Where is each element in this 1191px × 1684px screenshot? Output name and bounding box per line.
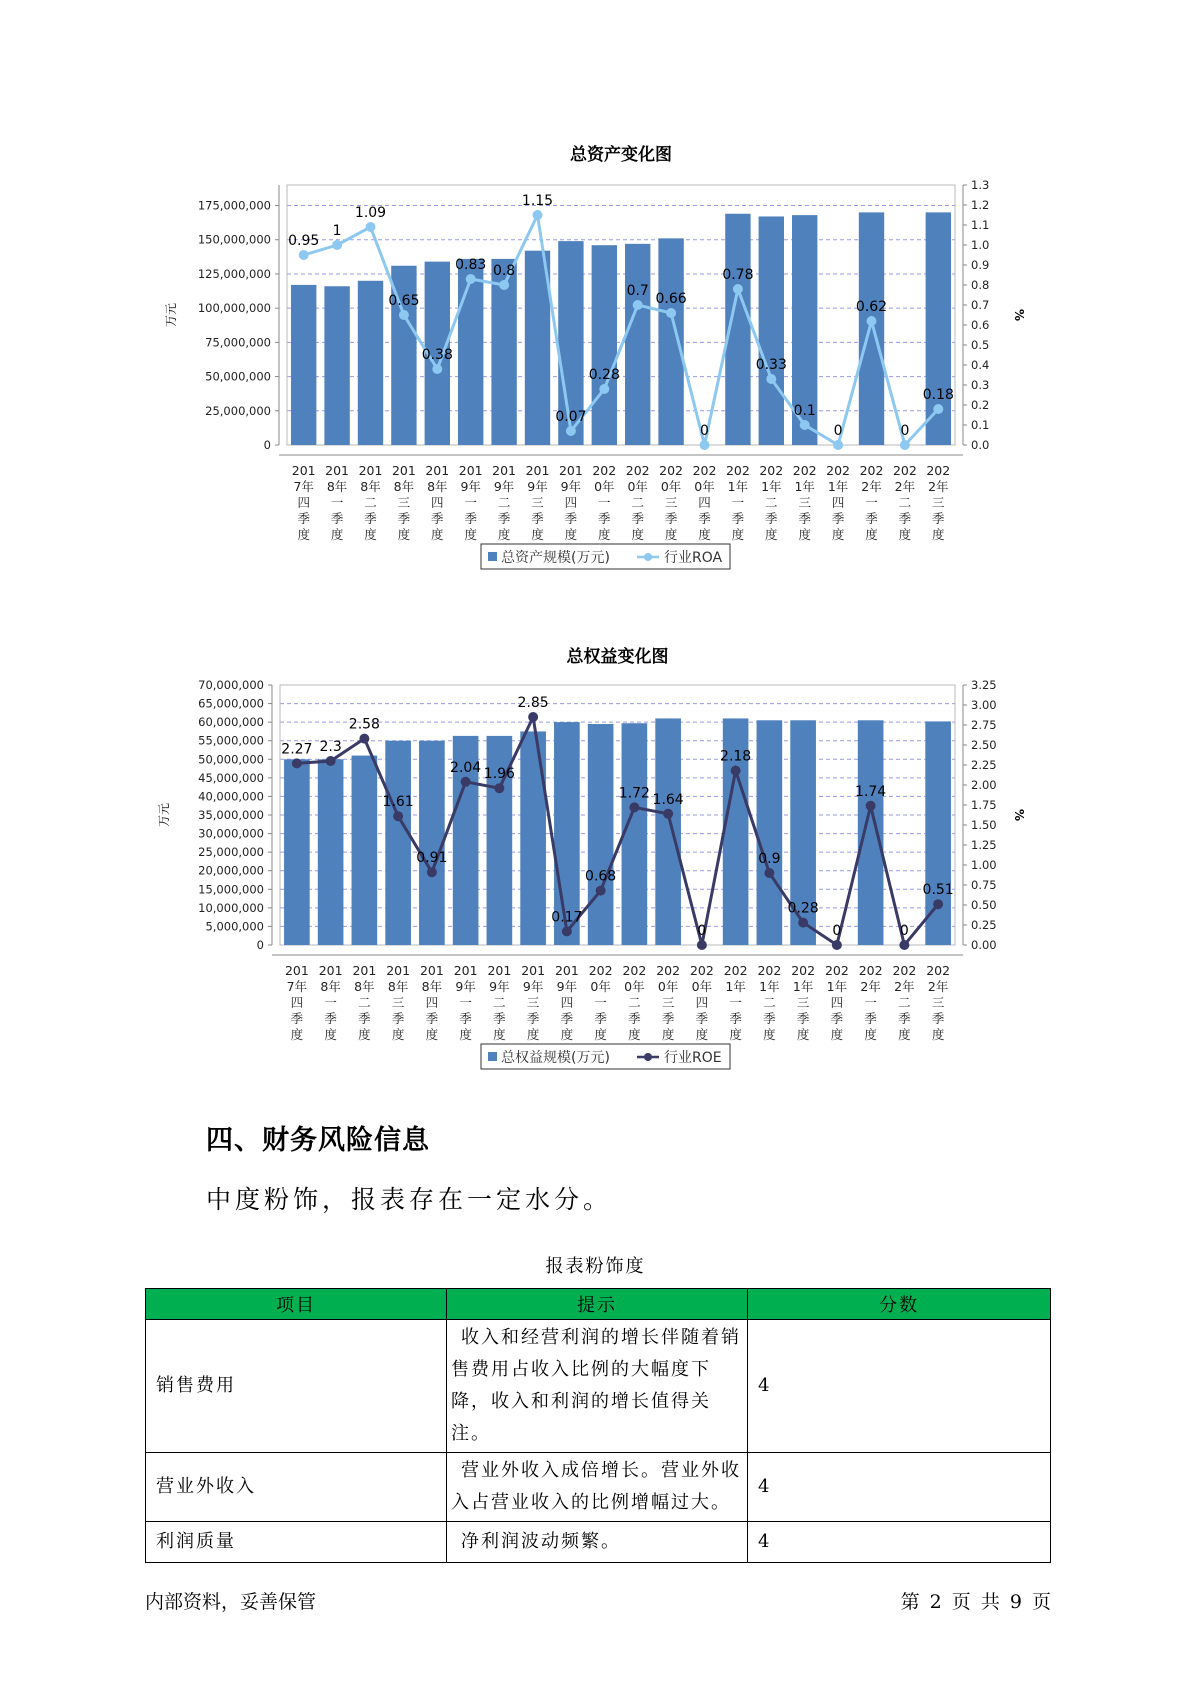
bar bbox=[622, 723, 648, 945]
data-label: 1.61 bbox=[382, 794, 414, 811]
right-axis-tick-label: 0.5 bbox=[971, 338, 990, 352]
data-label: 1.09 bbox=[354, 205, 387, 221]
line-point bbox=[432, 364, 442, 374]
category-label: 202 1年四季度 bbox=[826, 463, 851, 542]
category-label: 201 8年一季度 bbox=[325, 463, 350, 542]
data-label: 0 bbox=[700, 423, 709, 439]
bar bbox=[588, 724, 614, 945]
line-point bbox=[299, 250, 309, 260]
right-axis-tick-label: 2.25 bbox=[971, 758, 997, 772]
data-label: 0.1 bbox=[793, 403, 816, 419]
line-point bbox=[900, 440, 910, 450]
line-point bbox=[494, 783, 504, 793]
line-point bbox=[599, 384, 609, 394]
category-label: 202 0年四季度 bbox=[689, 963, 714, 1042]
left-axis-tick-label: 5,000,000 bbox=[205, 919, 264, 934]
right-axis-tick-label: 0.1 bbox=[971, 418, 990, 432]
line-point bbox=[798, 918, 808, 928]
right-axis-label: % bbox=[1012, 808, 1026, 822]
line-point bbox=[366, 222, 376, 232]
legend-bar-label: 总资产规模(万元) bbox=[501, 550, 610, 566]
line-point bbox=[629, 802, 639, 812]
legend-line-marker bbox=[644, 553, 652, 561]
left-axis-tick-label: 60,000,000 bbox=[198, 715, 264, 730]
line-point bbox=[899, 940, 909, 950]
data-label: 0.28 bbox=[588, 367, 620, 383]
right-axis-tick-label: 0.4 bbox=[971, 358, 990, 372]
left-axis-tick-label: 65,000,000 bbox=[198, 696, 264, 711]
category-label: 202 1年二季度 bbox=[757, 963, 782, 1042]
data-label: 2.58 bbox=[348, 716, 380, 733]
left-axis-tick-label: 25,000,000 bbox=[205, 403, 271, 418]
line-point bbox=[461, 777, 471, 787]
left-axis-tick-label: 40,000,000 bbox=[198, 789, 264, 804]
category-label: 202 2年二季度 bbox=[892, 963, 917, 1042]
line-point bbox=[292, 758, 302, 768]
data-label: 1 bbox=[332, 223, 342, 239]
bar bbox=[358, 281, 383, 445]
line-point bbox=[528, 712, 538, 722]
line-point bbox=[499, 280, 509, 290]
category-label: 202 1年三季度 bbox=[792, 463, 817, 542]
data-label: 0.51 bbox=[922, 882, 954, 899]
row-hint: 营业外收入成倍增长。营业外收入占营业收入的比例增幅过大。 bbox=[447, 1453, 748, 1522]
data-label: 0 bbox=[832, 923, 842, 939]
category-label: 202 1年二季度 bbox=[759, 463, 784, 542]
bar bbox=[655, 718, 681, 945]
right-axis-tick-label: 2.75 bbox=[971, 718, 997, 732]
line-point bbox=[933, 899, 943, 909]
left-axis-tick-label: 50,000,000 bbox=[205, 369, 271, 384]
right-axis-tick-label: 0.0 bbox=[971, 438, 990, 452]
left-axis-tick-label: 100,000,000 bbox=[197, 301, 271, 316]
category-label: 202 1年三季度 bbox=[791, 963, 816, 1042]
category-label: 201 9年三季度 bbox=[521, 963, 546, 1042]
line-point bbox=[731, 766, 741, 776]
line-point bbox=[800, 420, 810, 430]
right-axis-tick-label: 1.00 bbox=[971, 858, 997, 872]
line-point bbox=[359, 734, 369, 744]
left-axis-tick-label: 70,000,000 bbox=[198, 678, 264, 692]
right-axis-tick-label: 1.25 bbox=[971, 838, 997, 852]
bar bbox=[858, 720, 884, 945]
data-label: 0.38 bbox=[421, 347, 453, 363]
bar bbox=[625, 244, 650, 445]
category-label: 201 9年四季度 bbox=[554, 963, 579, 1042]
line-point bbox=[933, 404, 943, 414]
left-axis-tick-label: 150,000,000 bbox=[197, 232, 271, 247]
left-axis-tick-label: 35,000,000 bbox=[198, 808, 264, 822]
data-label: 0.62 bbox=[855, 299, 888, 315]
right-axis-tick-label: 1.2 bbox=[971, 198, 990, 212]
category-label: 201 8年三季度 bbox=[391, 463, 416, 542]
data-label: 2.27 bbox=[281, 741, 313, 758]
category-label: 201 8年二季度 bbox=[358, 463, 383, 542]
line-point bbox=[697, 940, 707, 950]
data-label: 0.07 bbox=[555, 409, 587, 425]
plot-area bbox=[287, 185, 955, 445]
chart-title: 总资产变化图 bbox=[570, 145, 672, 165]
bar bbox=[592, 245, 617, 445]
data-label: 2.18 bbox=[720, 748, 752, 765]
table-row bbox=[146, 1320, 1051, 1453]
line-point bbox=[764, 868, 774, 878]
line-point bbox=[832, 940, 842, 950]
footer-page-number: 第 2 页 共 9 页 bbox=[900, 1591, 1051, 1613]
line-point bbox=[766, 374, 776, 384]
right-axis-tick-label: 1.0 bbox=[971, 238, 990, 252]
data-label: 0.78 bbox=[722, 267, 754, 283]
risk-summary: 中度粉饰，报表存在一定水分。 bbox=[206, 1185, 613, 1214]
legend-bar-swatch bbox=[488, 1052, 497, 1061]
category-label: 202 0年二季度 bbox=[625, 463, 650, 542]
category-label: 202 0年一季度 bbox=[592, 463, 617, 542]
row-item: 营业外收入 bbox=[146, 1453, 447, 1522]
category-label: 202 2年三季度 bbox=[926, 463, 951, 542]
table-row bbox=[146, 1453, 1051, 1522]
data-label: 0.66 bbox=[655, 291, 687, 307]
category-label: 201 9年四季度 bbox=[558, 463, 583, 542]
section-heading: 四、财务风险信息 bbox=[206, 1125, 430, 1156]
total-assets-chart-svg bbox=[0, 140, 1191, 600]
right-axis-tick-label: 1.1 bbox=[971, 218, 990, 232]
header-hint: 提示 bbox=[447, 1289, 748, 1320]
bar bbox=[419, 741, 445, 945]
category-label: 202 0年一季度 bbox=[588, 963, 613, 1042]
right-axis-tick-label: 0.25 bbox=[971, 918, 997, 932]
category-label: 201 8年三季度 bbox=[386, 963, 411, 1042]
data-label: 0 bbox=[833, 423, 843, 439]
risk-table bbox=[145, 1288, 1051, 1563]
right-axis-label: % bbox=[1012, 308, 1026, 322]
bar bbox=[859, 212, 884, 445]
line-point bbox=[332, 240, 342, 250]
right-axis-tick-label: 0.3 bbox=[971, 378, 990, 392]
data-label: 0.65 bbox=[388, 293, 420, 309]
line-point bbox=[393, 811, 403, 821]
category-label: 201 9年二季度 bbox=[487, 963, 512, 1042]
data-label: 0.17 bbox=[551, 909, 583, 926]
legend-line-marker bbox=[644, 1053, 652, 1061]
line-point bbox=[733, 284, 743, 294]
data-label: 0.83 bbox=[455, 257, 487, 273]
bar bbox=[324, 286, 349, 445]
line-point bbox=[326, 756, 336, 766]
data-label: 1.74 bbox=[855, 783, 887, 800]
category-label: 202 2年一季度 bbox=[858, 963, 883, 1042]
data-label: 0.68 bbox=[585, 868, 617, 885]
right-axis-tick-label: 1.3 bbox=[971, 178, 990, 192]
category-label: 202 0年四季度 bbox=[692, 463, 717, 542]
category-label: 201 9年二季度 bbox=[492, 463, 517, 542]
bar bbox=[385, 741, 411, 945]
total-equity-chart bbox=[0, 640, 1191, 1100]
left-axis-tick-label: 0 bbox=[263, 438, 271, 452]
category-label: 202 2年三季度 bbox=[926, 963, 951, 1042]
left-axis-label: 万元 bbox=[164, 302, 178, 328]
line-point bbox=[596, 886, 606, 896]
right-axis-tick-label: 0.50 bbox=[971, 898, 997, 912]
bar bbox=[658, 238, 683, 445]
right-axis-tick-label: 1.75 bbox=[971, 798, 997, 812]
bar bbox=[757, 720, 783, 945]
row-score: 4 bbox=[748, 1453, 1051, 1522]
line-point bbox=[399, 310, 409, 320]
data-label: 2.04 bbox=[450, 759, 482, 776]
bar bbox=[520, 731, 546, 945]
total-assets-chart bbox=[0, 140, 1191, 600]
right-axis-tick-label: 3.00 bbox=[971, 698, 997, 712]
line-point bbox=[700, 440, 710, 450]
left-axis-tick-label: 125,000,000 bbox=[197, 266, 271, 281]
right-axis-tick-label: 0.2 bbox=[971, 398, 990, 412]
data-label: 1.15 bbox=[521, 193, 554, 209]
category-label: 202 2年一季度 bbox=[859, 463, 884, 542]
bar bbox=[318, 759, 344, 945]
data-label: 0.7 bbox=[626, 283, 649, 299]
left-axis-tick-label: 75,000,000 bbox=[205, 335, 271, 350]
data-label: 0 bbox=[900, 423, 910, 439]
header-item: 项目 bbox=[146, 1289, 447, 1320]
left-axis-tick-label: 55,000,000 bbox=[198, 733, 264, 748]
data-label: 2.3 bbox=[319, 739, 342, 755]
right-axis-tick-label: 0.8 bbox=[971, 278, 990, 292]
data-label: 0.18 bbox=[922, 387, 954, 403]
chart-title: 总权益变化图 bbox=[566, 647, 669, 667]
line-point bbox=[466, 274, 476, 284]
category-label: 202 1年一季度 bbox=[723, 963, 748, 1042]
line-point bbox=[833, 440, 843, 450]
line-point bbox=[663, 809, 673, 819]
line-point bbox=[866, 801, 876, 811]
right-axis-tick-label: 0.75 bbox=[971, 878, 997, 892]
left-axis-tick-label: 15,000,000 bbox=[198, 882, 264, 897]
line-point bbox=[566, 426, 576, 436]
table-header-row bbox=[146, 1289, 1051, 1320]
category-label: 201 7年四季度 bbox=[284, 963, 309, 1042]
data-label: 0.9 bbox=[758, 851, 781, 867]
data-label: 0 bbox=[899, 923, 909, 939]
category-label: 202 1年一季度 bbox=[725, 463, 750, 542]
legend-bar-label: 总权益规模(万元) bbox=[501, 1050, 610, 1066]
bar bbox=[291, 285, 316, 445]
bar bbox=[925, 721, 951, 945]
line-point bbox=[533, 210, 543, 220]
row-item: 销售费用 bbox=[146, 1320, 447, 1453]
data-label: 1.72 bbox=[618, 785, 650, 802]
bar bbox=[458, 259, 483, 445]
category-label: 202 0年二季度 bbox=[622, 963, 647, 1042]
data-label: 0 bbox=[697, 923, 707, 939]
line-point bbox=[867, 316, 877, 326]
bar bbox=[759, 216, 784, 445]
left-axis-tick-label: 50,000,000 bbox=[198, 752, 264, 767]
line-point bbox=[562, 926, 572, 936]
row-item: 利润质量 bbox=[146, 1522, 447, 1563]
data-label: 0.8 bbox=[492, 263, 516, 279]
right-axis-tick-label: 2.00 bbox=[971, 778, 997, 792]
left-axis-tick-label: 175,000,000 bbox=[197, 198, 271, 213]
footer-confidential: 内部资料，妥善保管 bbox=[145, 1591, 317, 1613]
data-label: 0.28 bbox=[787, 900, 819, 917]
category-label: 202 1年四季度 bbox=[824, 963, 849, 1042]
legend-bar-swatch bbox=[488, 552, 497, 561]
legend-line-label: 行业ROE bbox=[664, 1050, 722, 1066]
left-axis-tick-label: 0 bbox=[256, 938, 264, 952]
data-label: 1.64 bbox=[652, 791, 684, 808]
left-axis-tick-label: 25,000,000 bbox=[198, 845, 264, 860]
right-axis-tick-label: 3.25 bbox=[971, 678, 997, 692]
left-axis-tick-label: 45,000,000 bbox=[198, 770, 264, 785]
right-axis-tick-label: 1.50 bbox=[971, 818, 997, 832]
data-label: 0.91 bbox=[416, 850, 448, 867]
category-label: 201 8年一季度 bbox=[318, 963, 343, 1042]
table-row bbox=[146, 1522, 1051, 1563]
category-label: 202 0年三季度 bbox=[656, 963, 681, 1042]
left-axis-tick-label: 10,000,000 bbox=[198, 900, 264, 915]
left-axis-label: 万元 bbox=[157, 802, 171, 828]
row-hint: 净利润波动频繁。 bbox=[447, 1522, 748, 1563]
category-label: 202 0年三季度 bbox=[659, 463, 684, 542]
legend-line-label: 行业ROA bbox=[664, 550, 723, 566]
right-axis-tick-label: 0.7 bbox=[971, 298, 990, 312]
left-axis-tick-label: 30,000,000 bbox=[198, 826, 264, 841]
data-label: 0.95 bbox=[288, 233, 320, 249]
table-caption: 报表粉饰度 bbox=[545, 1256, 646, 1277]
line-point bbox=[666, 308, 676, 318]
data-label: 0.33 bbox=[755, 357, 787, 373]
category-label: 201 8年四季度 bbox=[419, 963, 444, 1042]
row-score: 4 bbox=[748, 1320, 1051, 1453]
line-point bbox=[633, 300, 643, 310]
left-axis-tick-label: 20,000,000 bbox=[198, 863, 264, 878]
category-label: 201 8年四季度 bbox=[425, 463, 450, 542]
total-equity-chart-svg bbox=[0, 640, 1191, 1100]
bar bbox=[352, 756, 378, 945]
category-label: 201 9年一季度 bbox=[458, 463, 483, 542]
data-label: 1.96 bbox=[483, 766, 515, 783]
category-label: 201 7年四季度 bbox=[291, 463, 316, 542]
category-label: 201 8年二季度 bbox=[352, 963, 377, 1042]
row-score: 4 bbox=[748, 1522, 1051, 1563]
data-label: 2.85 bbox=[517, 695, 549, 711]
right-axis-tick-label: 0.9 bbox=[971, 258, 990, 272]
line-point bbox=[427, 867, 437, 877]
right-axis-tick-label: 2.50 bbox=[971, 738, 997, 752]
bar bbox=[284, 759, 310, 945]
category-label: 201 9年三季度 bbox=[525, 463, 550, 542]
category-label: 202 2年二季度 bbox=[892, 463, 917, 542]
row-hint: 收入和经营利润的增长伴随着销售费用占收入比例的大幅度下降，收入和利润的增长值得关注。 bbox=[447, 1320, 748, 1453]
category-label: 201 9年一季度 bbox=[453, 963, 478, 1042]
header-score: 分数 bbox=[748, 1289, 1051, 1320]
right-axis-tick-label: 0.00 bbox=[971, 938, 997, 952]
right-axis-tick-label: 0.6 bbox=[971, 318, 990, 332]
